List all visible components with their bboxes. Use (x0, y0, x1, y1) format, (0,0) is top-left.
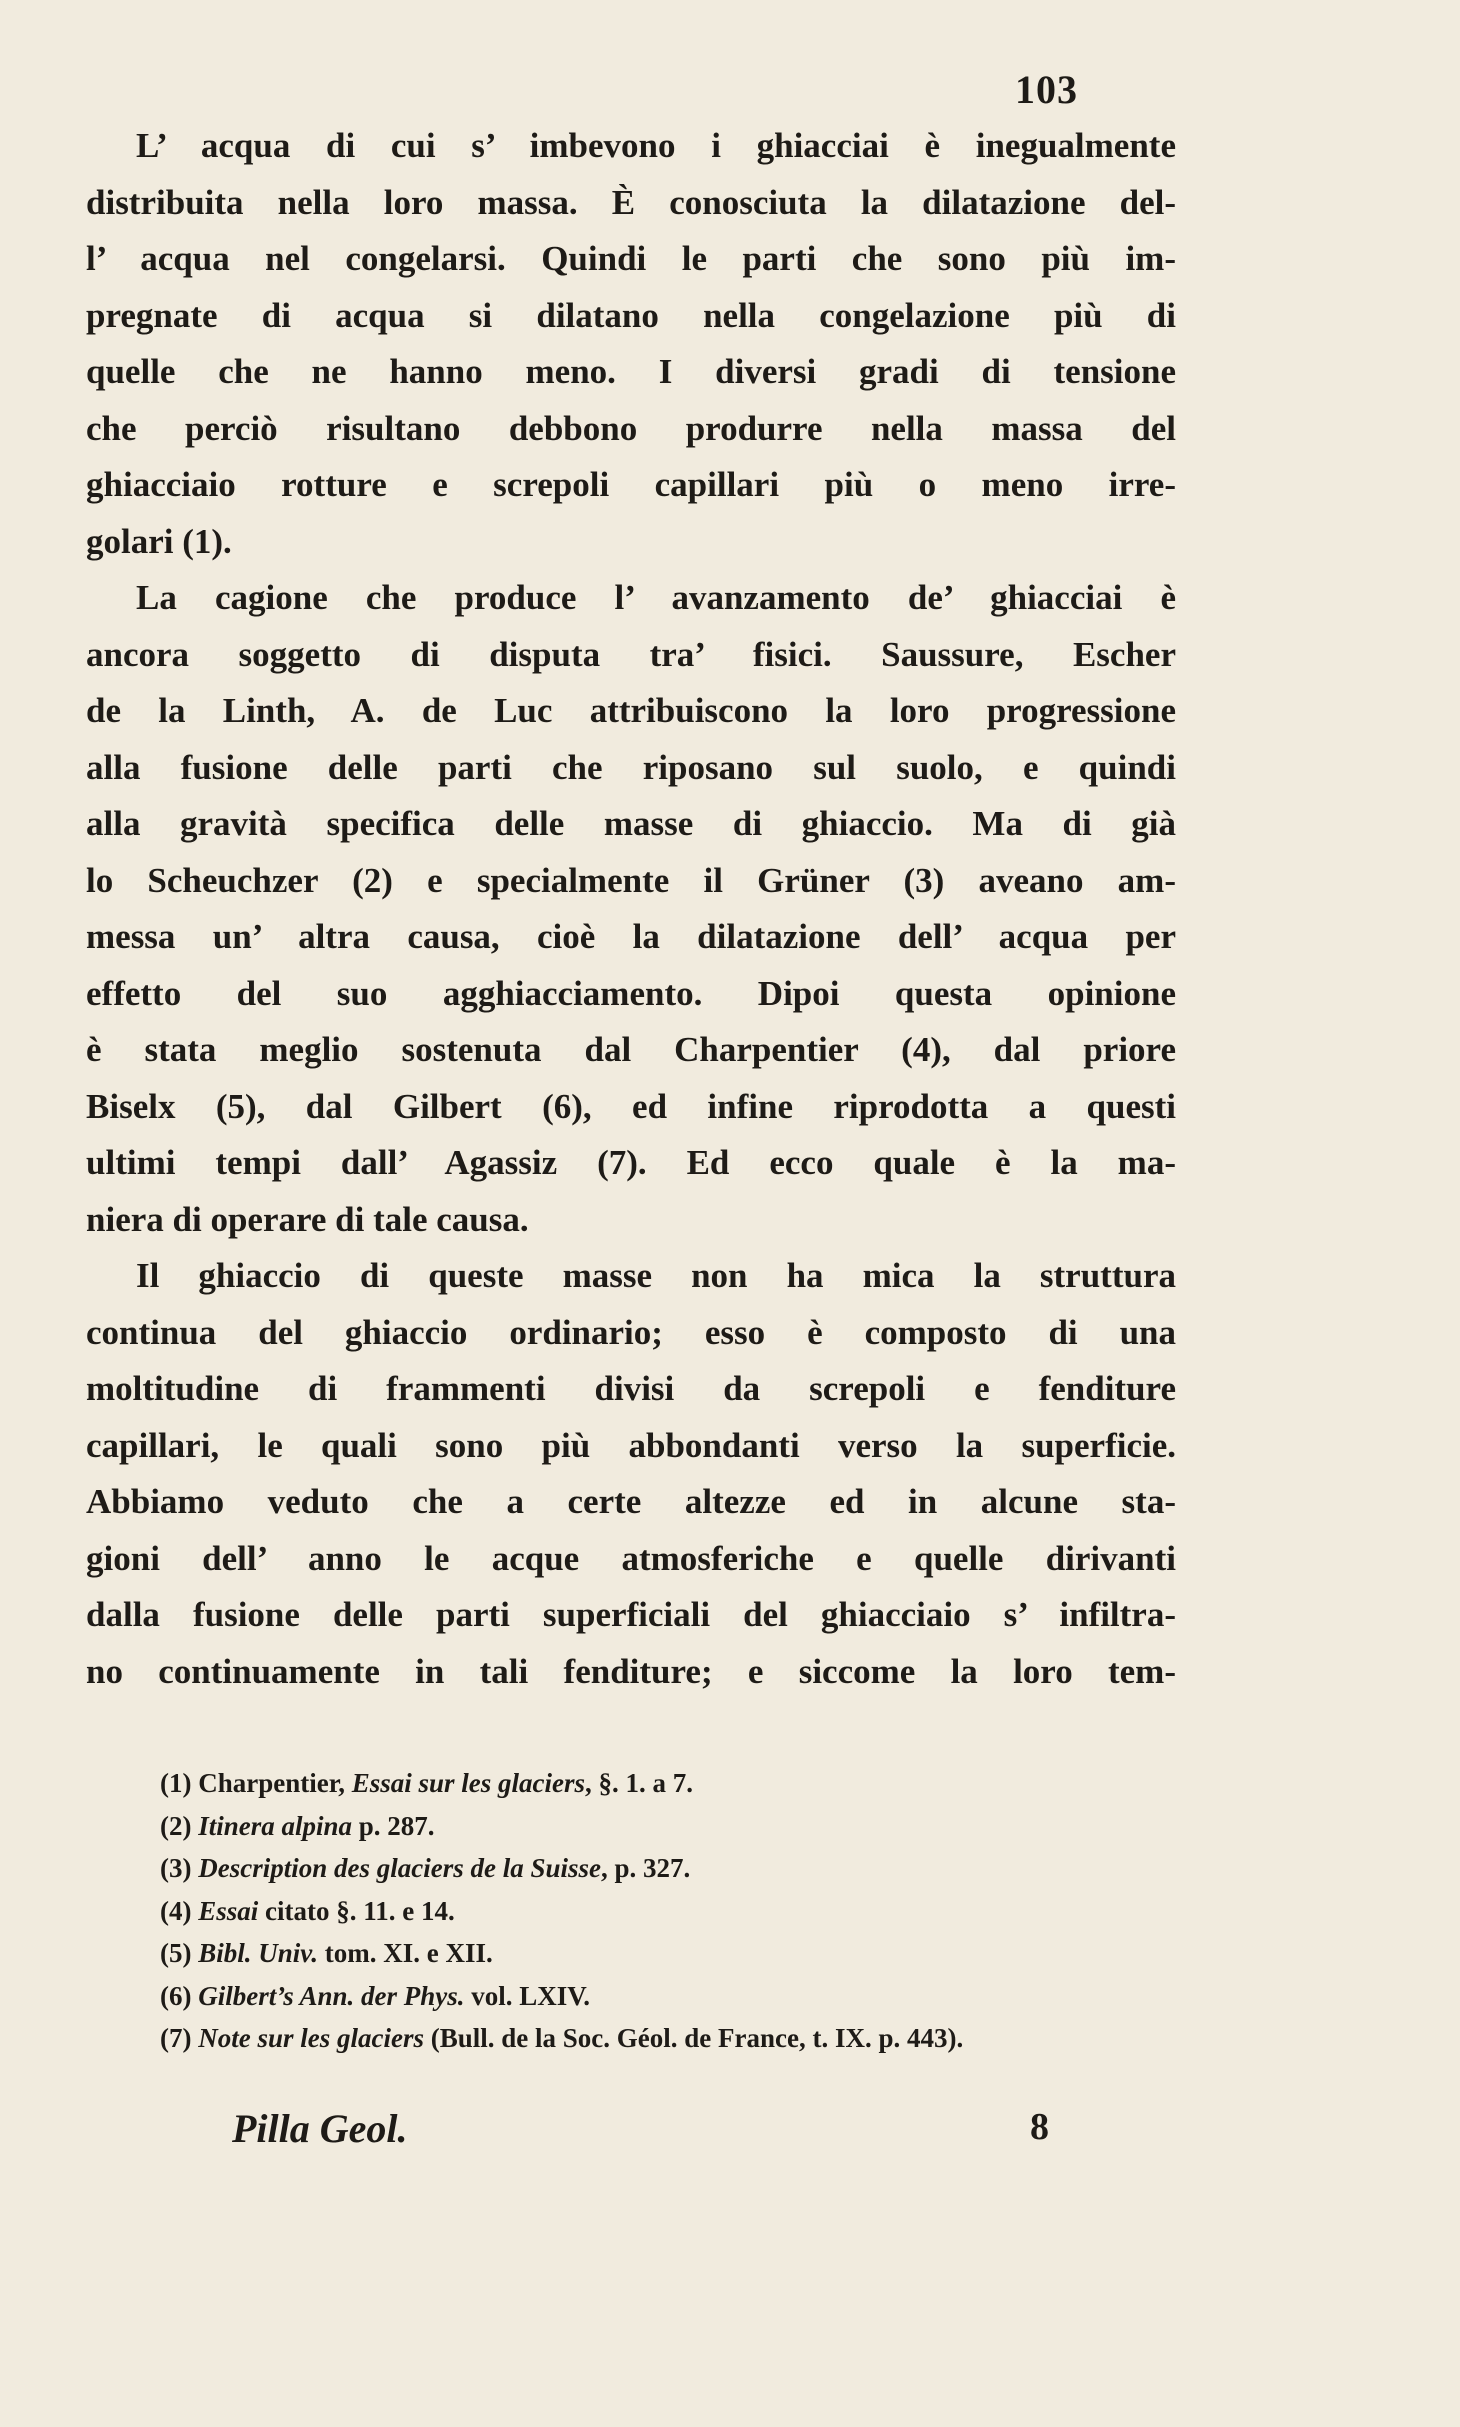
text-line: de la Linth, A. de Luc attribuiscono la loro progressione (86, 691, 1176, 730)
signature-mark: Pilla Geol. (232, 2106, 408, 2151)
footnote (160, 1932, 1200, 1975)
footnotes (160, 1762, 1200, 2060)
footnote-text: , p. 327. (600, 1853, 691, 1883)
footnote-title: Itinera alpina (198, 1810, 353, 1841)
text-line: capillari, le quali sono più abbondanti verso la superficie. (86, 1425, 1176, 1465)
footnote-text: (Bull. de la Soc. Géol. de France, t. IX. p. 443). (423, 2023, 964, 2053)
text-line: che perciò risultano debbono produrre nella massa del (86, 408, 1176, 448)
footnote (160, 1805, 1200, 1848)
footnote-number: (2) (160, 1810, 192, 1841)
text-line: alla fusione delle parti che riposano sul suolo, e quindi (86, 747, 1176, 787)
footnote-text: Charpentier, (198, 1768, 352, 1798)
text-line: L’ acqua di cui s’ imbevono i ghiacciai è inegualmente (136, 126, 1176, 165)
text-line: no continuamente in tali fenditure; e siccome la loro tem- (86, 1651, 1176, 1691)
footnote-title: Note sur les glaciers (198, 2023, 424, 2053)
footnote (160, 2017, 1200, 2060)
footnote-number: (4) (160, 1895, 192, 1926)
text-line: lo Scheuchzer (2) e specialmente il Grüner (3) aveano am- (86, 860, 1176, 900)
page-number: 103 (1015, 67, 1078, 112)
footnote-text: , §. 1. a 7. (585, 1768, 694, 1798)
footnote-text: tom. XI. e XII. (318, 1938, 493, 1968)
text-line: gioni dell’ anno le acque atmosferiche e quelle dirivanti (86, 1538, 1176, 1578)
footnote (160, 1847, 1200, 1890)
text-line: dalla fusione delle parti superficiali del ghiacciaio s’ infiltra- (86, 1595, 1176, 1634)
text-line: effetto del suo agghiacciamento. Dipoi questa opinione (86, 973, 1176, 1013)
text-line: continua del ghiaccio ordinario; esso è composto di una (86, 1312, 1176, 1352)
text-line: moltitudine di frammenti divisi da screpoli e fenditure (86, 1369, 1176, 1408)
text-line: alla gravità specifica delle masse di ghiaccio. Ma di già (86, 804, 1176, 843)
footnote (160, 1762, 1200, 1805)
footnote-text: p. 287. (352, 1810, 435, 1841)
footnote-title: Bibl. Univ. (198, 1938, 318, 1968)
text-line: La cagione che produce l’ avanzamento de’ ghiacciai è (136, 578, 1176, 617)
footnote-number: (1) (160, 1768, 192, 1798)
text-line: Biselx (5), dal Gilbert (6), ed infine riprodotta a questi (86, 1086, 1176, 1126)
body-text (86, 118, 1176, 1700)
text-line: ultimi tempi dall’ Agassiz (7). Ed ecco quale è la ma- (86, 1143, 1176, 1182)
footnote-number: (7) (160, 2023, 192, 2053)
text-line: pregnate di acqua si dilatano nella congelazione più di (86, 295, 1176, 335)
footnote-number: (5) (160, 1938, 192, 1968)
text-line: ancora soggetto di disputa tra’ fisici. Saussure, Escher (86, 634, 1176, 674)
text-line: golari (1). (86, 521, 232, 561)
footnote-title: Gilbert’s Ann. der Phys. (198, 1980, 465, 2011)
text-line: è stata meglio sostenuta dal Charpentier (4), dal priore (86, 1030, 1176, 1069)
footnote-number: (6) (160, 1980, 192, 2011)
text-line: l’ acqua nel congelarsi. Quindi le parti che sono più im- (86, 239, 1176, 278)
text-line: Il ghiaccio di queste masse non ha mica la struttura (136, 1256, 1176, 1295)
footnote-text: vol. LXIV. (464, 1980, 591, 2011)
paragraph (86, 1248, 1176, 1700)
footnote-title: Description des glaciers de la Suisse (198, 1853, 601, 1883)
footnote (160, 1975, 1200, 2018)
text-line: niera di operare di tale causa. (86, 1199, 529, 1239)
paragraph (86, 118, 1176, 570)
text-line: distribuita nella loro massa. È conosciuta la dilatazione del- (86, 182, 1176, 222)
text-line: ghiacciaio rotture e screpoli capillari più o meno irre- (86, 465, 1176, 504)
footnote (160, 1890, 1200, 1933)
footnote-number: (3) (160, 1853, 192, 1883)
text-line: messa un’ altra causa, cioè la dilatazione dell’ acqua per (86, 917, 1176, 956)
footnote-text: citato §. 11. e 14. (258, 1895, 455, 1926)
text-line: quelle che ne hanno meno. I diversi gradi di tensione (86, 352, 1176, 391)
sheet-number: 8 (1030, 2106, 1049, 2148)
footnote-title: Essai sur les glaciers (351, 1768, 586, 1798)
text-line: Abbiamo veduto che a certe altezze ed in alcune sta- (86, 1482, 1176, 1521)
paragraph (86, 570, 1176, 1248)
footnote-title: Essai (198, 1895, 259, 1926)
